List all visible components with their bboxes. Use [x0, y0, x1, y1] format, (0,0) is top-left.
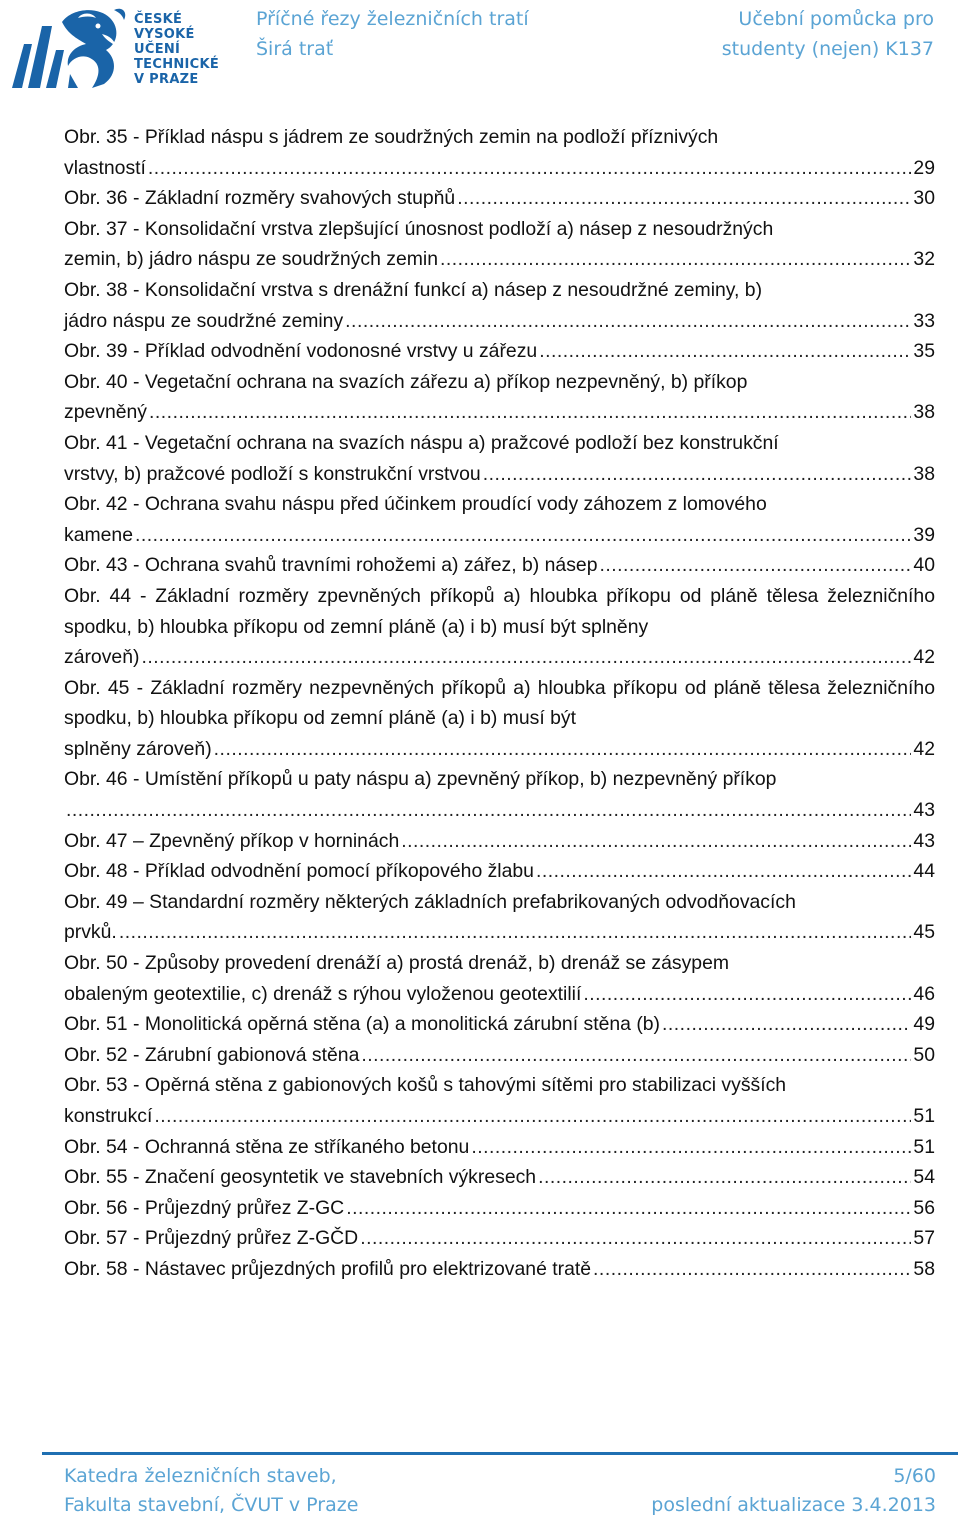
figure-entry-leader-line [64, 153, 935, 184]
figure-entry[interactable] [64, 489, 935, 550]
cvut-logo-text [134, 12, 219, 87]
figure-entry-leader-line [64, 979, 935, 1010]
figure-entry-caption: Obr. 38 - Konsolidační vrstva s drenážní funkcí a) násep z nesoudržné zeminy, b) [64, 278, 763, 301]
figure-entry-leader-line [64, 1009, 935, 1040]
figure-page-number[interactable]: 58 [913, 1257, 935, 1280]
dot-leader [599, 550, 911, 581]
figure-page-number[interactable]: 40 [913, 554, 935, 577]
figure-entry[interactable] [64, 1193, 935, 1224]
figure-entry-leader-line [64, 734, 935, 765]
footer-last-update: poslední aktualizace 3.4.2013 [651, 1494, 936, 1516]
figure-entry-caption-end: Obr. 48 - Příklad odvodnění pomocí příkopového žlabu [64, 860, 534, 883]
figure-entry-leader-line [64, 1193, 935, 1224]
dot-leader [214, 734, 912, 765]
dot-leader [538, 1162, 911, 1193]
figure-entry-caption-end: zpevněný [64, 401, 148, 424]
logo-line: TECHNICKÉ [134, 57, 220, 72]
figure-entry[interactable] [64, 1040, 935, 1071]
footer-divider [42, 1452, 958, 1455]
figure-entry-caption: Obr. 50 - Způsoby provedení drenáží a) prostá drenáž, b) drenáž se zásypem [64, 952, 730, 975]
header-subtitle [722, 4, 934, 64]
figure-entry-leader-line [64, 1101, 935, 1132]
figure-entry[interactable] [64, 826, 935, 857]
figure-entry-leader-line [64, 306, 935, 337]
figure-entry-caption-end: jádro náspu ze soudržné zeminy [64, 309, 344, 332]
dot-leader [66, 795, 911, 826]
logo-line: ČESKÉ [134, 12, 183, 27]
dot-leader [361, 1040, 911, 1071]
figure-entry-leader-line [64, 1040, 935, 1071]
page-header [0, 0, 960, 100]
figure-entry[interactable] [64, 856, 935, 887]
figure-entry-caption: Obr. 40 - Vegetační ochrana na svazích zářezu a) příkop nezpevněný, b) příkop [64, 370, 748, 393]
figure-page-number[interactable]: 42 [913, 646, 935, 669]
dot-leader [536, 856, 911, 887]
figure-page-number[interactable]: 49 [913, 1013, 935, 1036]
figure-page-number[interactable]: 43 [913, 799, 935, 822]
figure-page-number[interactable]: 33 [913, 309, 935, 332]
figure-entry-caption-end: Obr. 57 - Průjezdný průřez Z-GČD [64, 1227, 359, 1250]
figure-entry-leader-line [64, 1254, 935, 1285]
figure-entry-caption-end: Obr. 55 - Značení geosyntetik ve stavebních výkresech [64, 1166, 537, 1189]
figure-entry-caption: Obr. 41 - Vegetační ochrana na svazích náspu a) pražcové podloží bez konstrukční [64, 431, 779, 454]
figure-entry-caption-end: obaleným geotextilie, c) drenáž s rýhou vyloženou geotextilií [64, 982, 582, 1005]
figure-entry[interactable] [64, 764, 935, 825]
cvut-lion-emblem-icon [6, 4, 130, 92]
cvut-logo [6, 4, 236, 92]
dot-leader [154, 1101, 911, 1132]
footer-department [64, 1462, 358, 1520]
figure-entry[interactable] [64, 550, 935, 581]
dot-leader [401, 826, 911, 857]
header-right-line-2: studenty (nejen) K137 [721, 38, 934, 60]
figure-page-number[interactable]: 54 [913, 1166, 935, 1189]
figure-entry-caption-end: zemin, b) jádro náspu ze soudržných zemin [64, 248, 438, 271]
figure-entry-caption: Obr. 46 - Umístění příkopů u paty náspu a) zpevněný příkop, b) nezpevněný příkop [64, 768, 777, 791]
figure-entry-caption: Obr. 37 - Konsolidační vrstva zlepšující únosnost podloží a) násep z nesoudržných [64, 217, 774, 240]
figure-entry[interactable] [64, 1223, 935, 1254]
logo-line: UČENÍ [134, 42, 181, 57]
figure-entry-caption: Obr. 44 - Základní rozměry zpevněných příkopů a) hloubka příkopu od pláně tělesa železničního spodku, b) hloubka příkopu od zemní pláně (a) i b) musí být splněny [64, 584, 935, 638]
figure-page-number[interactable]: 43 [913, 829, 935, 852]
figure-entry-leader-line [64, 520, 935, 551]
figure-entry-caption-end: Obr. 52 - Zárubní gabionová stěna [64, 1043, 360, 1066]
header-document-title [256, 4, 529, 64]
figure-entry-caption-end: Obr. 43 - Ochrana svahů travními rohožemi a) zářez, b) násep [64, 554, 598, 577]
footer-left-line-2: Fakulta stavební, ČVUT v Praze [64, 1494, 359, 1516]
dot-leader [440, 244, 911, 275]
dot-leader [360, 1223, 911, 1254]
figure-entry[interactable] [64, 1009, 935, 1040]
dot-leader [662, 1009, 911, 1040]
figure-entry-caption: Obr. 42 - Ochrana svahu náspu před účinkem proudící vody záhozem z lomového [64, 493, 767, 516]
figure-entry[interactable] [64, 1254, 935, 1285]
figure-entry-caption-end: prvků. [64, 921, 117, 944]
figure-entry-caption-end: Obr. 51 - Monolitická opěrná stěna (a) a monolitická zárubní stěna (b) [64, 1013, 661, 1036]
figure-entry-leader-line [64, 397, 935, 428]
dot-leader [135, 520, 911, 551]
figure-entry[interactable] [64, 673, 935, 765]
figure-entry-caption-end: Obr. 47 – Zpevněný příkop v horninách [64, 829, 400, 852]
dot-leader [457, 183, 911, 214]
dot-leader [119, 917, 912, 948]
figure-entry-caption-end: vlastností [64, 156, 146, 179]
dot-leader [345, 306, 911, 337]
figure-entry-caption-end: zároveň) [64, 646, 140, 669]
figure-entry-leader-line [64, 917, 935, 948]
dot-leader [471, 1132, 911, 1163]
figure-entry-leader-line [64, 826, 935, 857]
dot-leader [141, 642, 911, 673]
figure-entry-caption-end: Obr. 39 - Příklad odvodnění vodonosné vrstvy u zářezu [64, 340, 538, 363]
figure-entry-caption: Obr. 45 - Základní rozměry nezpevněných příkopů a) hloubka příkopu od pláně tělesa železničního spodku, b) hloubka příkopu od zemní pláně (a) i b) musí být [64, 676, 935, 730]
figure-page-number[interactable]: 51 [913, 1105, 935, 1127]
figure-entry[interactable] [64, 428, 935, 489]
figure-page-number[interactable]: 57 [913, 1227, 935, 1250]
figure-entry[interactable] [64, 214, 935, 275]
figure-entry-caption-end: Obr. 56 - Průjezdný průřez Z-GC [64, 1196, 345, 1219]
figure-entry-caption-end: Obr. 58 - Nástavec průjezdných profilů pro elektrizované tratě [64, 1257, 592, 1280]
figure-entry-leader-line [64, 856, 935, 887]
figure-page-number[interactable]: 38 [913, 462, 935, 485]
figure-page-number[interactable]: 29 [913, 156, 935, 179]
figure-entry-leader-line [64, 642, 935, 673]
dot-leader [593, 1254, 911, 1285]
dot-leader [583, 979, 911, 1010]
figure-entry-caption-end: splněny zároveň) [64, 737, 212, 760]
figure-page-number[interactable]: 50 [913, 1043, 935, 1066]
figure-entry[interactable] [64, 1132, 935, 1163]
figure-entry[interactable] [64, 948, 935, 1009]
figure-entry[interactable] [64, 336, 935, 367]
logo-line: VYSOKÉ [134, 27, 195, 42]
figure-page-number[interactable]: 38 [913, 401, 935, 424]
figure-entry[interactable] [64, 367, 935, 428]
figure-entry[interactable] [64, 122, 935, 183]
figure-entry-caption-end: Obr. 36 - Základní rozměry svahových stupňů [64, 187, 456, 210]
figure-entry-caption-end: konstrukcí [64, 1105, 153, 1127]
figure-entry-leader-line [64, 795, 935, 826]
figure-entry-leader-line [64, 459, 935, 490]
figure-page-number[interactable]: 56 [913, 1196, 935, 1219]
figure-page-number[interactable]: 44 [913, 860, 935, 883]
figure-page-number[interactable]: 51 [913, 1135, 935, 1158]
figure-entry[interactable] [64, 183, 935, 214]
figure-entry-leader-line [64, 336, 935, 367]
dot-leader [148, 153, 912, 184]
figure-entry[interactable] [64, 1070, 935, 1131]
figure-entry-leader-line [64, 244, 935, 275]
figure-page-number[interactable]: 46 [913, 982, 935, 1005]
figure-entry-leader-line [64, 183, 935, 214]
figure-page-number[interactable]: 42 [913, 737, 935, 760]
dot-leader [149, 397, 911, 428]
figure-page-number[interactable]: 45 [913, 921, 935, 944]
figure-entry[interactable] [64, 275, 935, 336]
figure-entry-leader-line [64, 1223, 935, 1254]
footer-left-line-1: Katedra železničních staveb, [64, 1465, 337, 1487]
figure-entry[interactable] [64, 1162, 935, 1193]
figure-entry-caption-end: vrstvy, b) pražcové podloží s konstrukční vrstvou [64, 462, 481, 485]
footer-page-number: 5/60 [893, 1465, 936, 1487]
figure-entry[interactable] [64, 887, 935, 948]
dot-leader [483, 459, 912, 490]
header-title-line-1: Příčné řezy železničních tratí [256, 8, 529, 30]
figure-entry-caption: Obr. 53 - Opěrná stěna z gabionových košů s tahovými sítěmi pro stabilizaci vyšších [64, 1074, 787, 1097]
figure-page-number[interactable]: 30 [913, 187, 935, 210]
figure-entry-caption: Obr. 49 – Standardní rozměry některých základních prefabrikovaných odvodňovacích [64, 890, 796, 913]
dot-leader [539, 336, 911, 367]
figure-entry-caption-end: kamene [64, 523, 133, 546]
figure-page-number[interactable]: 32 [913, 248, 935, 271]
list-of-figures [64, 122, 935, 1285]
figure-entry-leader-line [64, 1132, 935, 1163]
figure-page-number[interactable]: 39 [913, 523, 935, 546]
figure-entry-caption-end: Obr. 54 - Ochranná stěna ze stříkaného betonu [64, 1135, 470, 1158]
logo-line: V PRAZE [134, 72, 199, 87]
figure-entry[interactable] [64, 581, 935, 673]
header-title-line-2: Širá trať [256, 38, 334, 60]
figure-entry-caption: Obr. 35 - Příklad náspu s jádrem ze soudržných zemin na podloží příznivých [64, 126, 719, 148]
figure-entry-leader-line [64, 1162, 935, 1193]
footer-page-info [651, 1462, 936, 1520]
figure-page-number[interactable]: 35 [913, 340, 935, 363]
header-right-line-1: Učební pomůcka pro [738, 8, 934, 30]
dot-leader [346, 1193, 911, 1224]
figure-entry-leader-line [64, 550, 935, 581]
